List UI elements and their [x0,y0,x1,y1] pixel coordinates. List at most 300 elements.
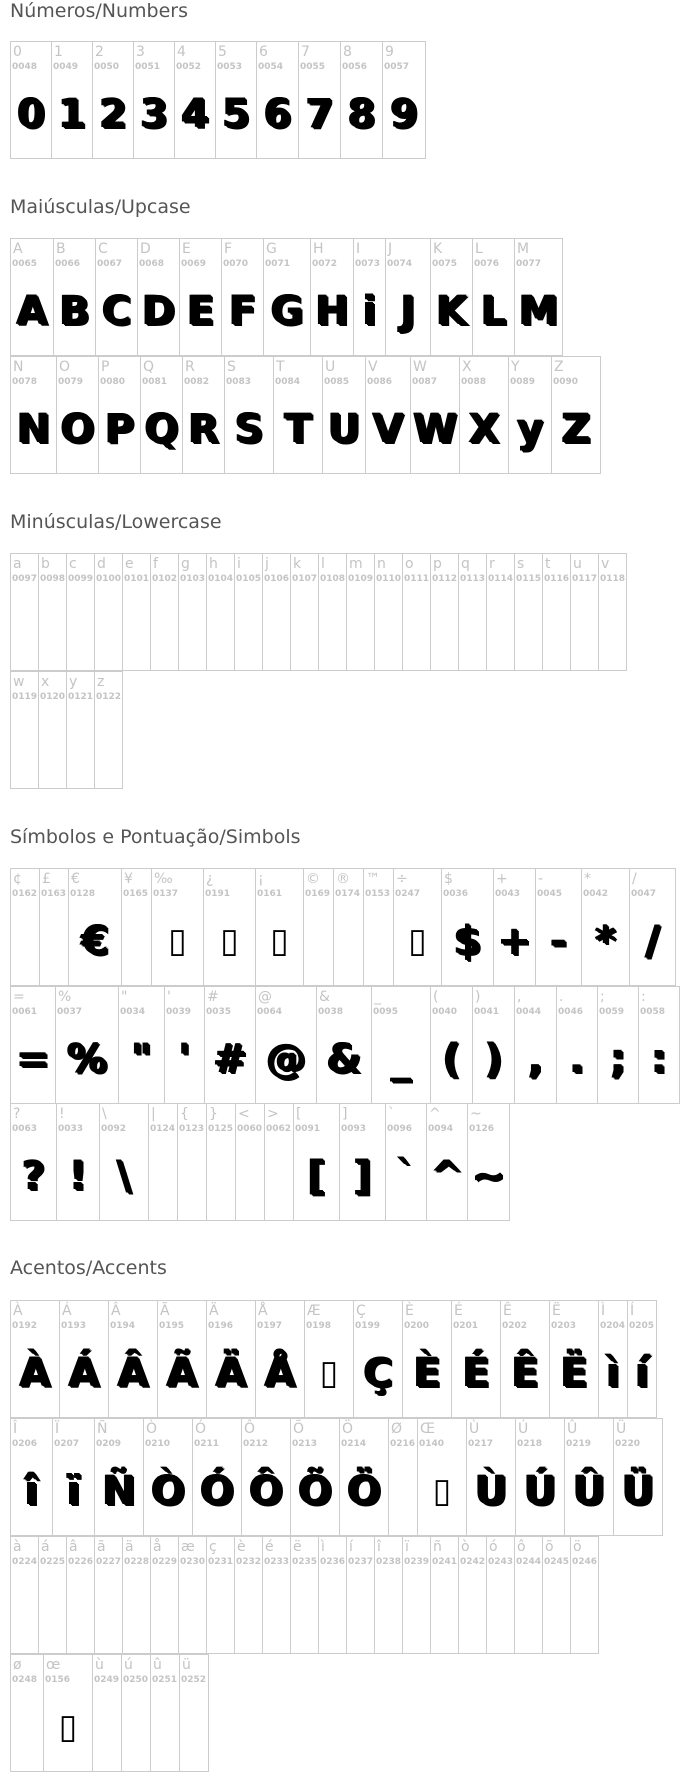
char-label: Ç [356,1303,366,1319]
code-label: 0082 [184,377,210,387]
glyph-preview: È [413,1350,441,1396]
glyph-cell [264,238,311,356]
glyph-cell [299,41,341,159]
glyph-preview: " [131,1036,152,1082]
char-label: \ [102,1106,107,1122]
code-label: 0039 [166,1007,192,1017]
glyph-preview: É [462,1350,490,1396]
code-label: 0231 [208,1557,234,1567]
glyph-cell [354,1300,403,1418]
code-label: 0074 [387,259,413,269]
glyph-cell [207,1103,236,1221]
code-label: 0086 [367,377,393,387]
code-label: 0120 [40,692,66,702]
char-label: Ì [601,1303,606,1319]
glyph-cell [204,868,256,986]
glyph-preview: 2 [99,91,127,137]
code-label: 0197 [257,1321,283,1331]
glyph-preview: ) [484,1036,503,1082]
glyph-preview: J [400,288,416,334]
char-label: 5 [218,44,227,60]
char-label: r [489,556,495,572]
code-label: 0052 [176,62,202,72]
code-label: 0211 [194,1439,220,1449]
glyph-cell [11,41,52,159]
glyph-preview: 1 [58,91,86,137]
glyph-row [10,868,676,986]
char-label: M [517,241,530,257]
glyph-cell [509,356,552,474]
glyph-cell [225,356,274,474]
char-label: Y [511,359,520,375]
glyph-cell [236,1103,265,1221]
code-label: 0047 [631,889,657,899]
glyph-preview [364,911,393,971]
glyph-cell [151,1654,180,1772]
code-label: 0247 [395,889,421,899]
glyph-cell [100,1103,149,1221]
glyph-preview [431,596,458,656]
glyph-preview [179,596,206,656]
code-label: 0195 [159,1321,185,1331]
glyph-preview [347,1579,374,1639]
char-label: 2 [95,44,104,60]
code-label: 0245 [544,1557,570,1567]
char-label: > [267,1106,279,1122]
glyph-cell [468,1103,510,1221]
char-label: d [97,556,106,572]
code-label: 0118 [600,574,626,584]
glyph-preview: V [372,406,404,452]
code-label: 0091 [295,1124,321,1134]
glyph-preview: Ü [621,1468,655,1514]
glyph-cell [552,356,601,474]
char-label: ` [388,1106,395,1122]
glyph-cell [93,41,134,159]
char-label: q [461,556,470,572]
glyph-preview [543,1579,570,1639]
section-title-lowercase: Minúsculas/Lowercase [10,511,222,533]
code-label: 0124 [150,1124,176,1134]
code-label: 0193 [61,1321,87,1331]
code-label: 0088 [461,377,487,387]
char-label: â [69,1539,78,1555]
glyph-cell [599,553,627,671]
glyph-preview: Â [117,1350,149,1396]
glyph-preview: ▯ [319,1353,339,1393]
code-label: 0050 [94,62,120,72]
code-label: 0089 [510,377,536,387]
glyph-preview: L [480,288,507,334]
glyph-cell [67,553,95,671]
code-label: 0109 [348,574,374,584]
char-label: Z [554,359,564,375]
glyph-preview: ^ [430,1153,464,1199]
glyph-cell [257,41,299,159]
glyph-cell [207,1300,256,1418]
code-label: 0105 [236,574,262,584]
char-label: = [13,989,25,1005]
glyph-preview: Õ [297,1468,332,1514]
glyph-cell [122,1654,151,1772]
code-label: 0094 [428,1124,454,1134]
glyph-cell [473,986,515,1104]
code-label: 0140 [419,1439,445,1449]
glyph-preview: Ò [150,1468,185,1514]
glyph-preview [235,1579,262,1639]
code-label: 0101 [124,574,150,584]
char-label: å [153,1539,162,1555]
char-label: { [180,1106,189,1122]
glyph-cell [151,1536,179,1654]
glyph-cell [411,356,460,474]
char-label: 3 [136,44,145,60]
glyph-preview [95,714,122,774]
code-label: 0059 [599,1007,625,1017]
code-label: 0070 [223,259,249,269]
char-label: v [601,556,610,572]
code-label: 0093 [341,1124,367,1134]
glyph-preview: 9 [390,91,418,137]
glyph-preview: ; [610,1036,626,1082]
glyph-preview: ] [353,1153,372,1199]
code-label: 0191 [205,889,231,899]
glyph-preview [122,1697,150,1757]
glyph-row [10,1418,663,1536]
char-label: ã [97,1539,106,1555]
char-label: & [319,989,330,1005]
char-label: Á [62,1303,72,1319]
glyph-cell [256,1300,305,1418]
char-label: R [185,359,195,375]
code-label: 0198 [306,1321,332,1331]
glyph-cell [138,238,180,356]
char-label: / [632,871,637,887]
glyph-preview [207,1146,235,1206]
glyph-cell [52,41,93,159]
glyph-preview: Ñ [102,1468,136,1514]
code-label: 0072 [312,259,338,269]
code-label: 0092 [101,1124,127,1134]
char-label: è [237,1539,246,1555]
char-label: É [454,1303,463,1319]
glyph-cell [571,553,599,671]
code-label: 0217 [468,1439,494,1449]
glyph-cell [11,1103,57,1221]
glyph-preview: . [569,1036,585,1082]
code-label: 0040 [432,1007,458,1017]
char-label: ? [13,1106,21,1122]
glyph-preview: ~ [471,1153,506,1199]
glyph-preview: Ó [199,1468,234,1514]
code-label: 0203 [551,1321,577,1331]
glyph-cell [291,1536,319,1654]
glyph-preview [11,596,38,656]
char-label: î [377,1539,381,1555]
glyph-preview: X [468,406,500,452]
glyph-cell [95,1536,123,1654]
char-label: 9 [385,44,394,60]
char-label: " [121,989,128,1005]
glyph-cell [515,238,563,356]
glyph-cell [39,553,67,671]
glyph-cell [60,1300,109,1418]
glyph-cell [122,868,152,986]
char-label: ö [573,1539,582,1555]
glyph-preview [403,1579,430,1639]
glyph-preview: 3 [140,91,168,137]
code-label: 0042 [583,889,609,899]
glyph-cell [366,356,411,474]
glyph-cell [418,1418,467,1536]
code-label: 0202 [502,1321,528,1331]
glyph-preview: _ [391,1036,411,1082]
glyph-row [10,41,426,159]
glyph-preview: P [104,406,135,452]
glyph-cell [305,1300,354,1418]
code-label: 0226 [68,1557,94,1567]
glyph-cell [403,1300,452,1418]
glyph-cell [123,1536,151,1654]
glyph-cell [494,868,536,986]
code-label: 0220 [615,1439,641,1449]
code-label: 0169 [305,889,331,899]
char-label: y [69,674,78,690]
char-label: ¡ [258,871,264,887]
code-label: 0046 [558,1007,584,1017]
code-label: 0104 [208,574,234,584]
code-label: 0033 [58,1124,84,1134]
glyph-cell [11,356,57,474]
code-label: 0122 [96,692,122,702]
code-label: 0192 [12,1321,38,1331]
code-label: 0238 [376,1557,402,1567]
glyph-cell [205,986,256,1104]
code-label: 0232 [236,1557,262,1567]
code-label: 0123 [179,1124,205,1134]
char-label: . [559,989,564,1005]
char-label: Ø [391,1421,403,1437]
glyph-preview [291,1579,318,1639]
glyph-cell [263,553,291,671]
glyph-preview: @ [266,1036,306,1082]
code-label: 0121 [68,692,94,702]
code-label: 0209 [96,1439,122,1449]
char-label: ç [209,1539,217,1555]
code-label: 0241 [432,1557,458,1567]
char-label: x [41,674,50,690]
char-label: D [140,241,151,257]
char-label: , [517,989,522,1005]
glyph-cell [304,868,334,986]
code-label: 0242 [460,1557,486,1567]
glyph-preview [149,1146,177,1206]
glyph-preview [123,596,150,656]
glyph-cell [571,1536,599,1654]
glyph-cell [452,1300,501,1418]
glyph-preview [180,1697,208,1757]
glyph-preview: Ö [346,1468,381,1514]
code-label: 0126 [469,1124,495,1134]
glyph-preview: S [234,406,264,452]
code-label: 0128 [70,889,96,899]
glyph-cell [565,1418,614,1536]
glyph-cell [501,1300,550,1418]
glyph-cell [151,553,179,671]
glyph-preview: Ê [511,1350,539,1396]
code-label: 0201 [453,1321,479,1331]
char-label: í [349,1539,353,1555]
glyph-cell [628,1300,657,1418]
code-label: 0137 [153,889,179,899]
glyph-cell [207,553,235,671]
glyph-preview [151,596,178,656]
glyph-preview [515,1579,542,1639]
char-label: z [97,674,105,690]
glyph-preview: Å [264,1350,296,1396]
glyph-preview [347,596,374,656]
glyph-cell [57,1103,100,1221]
char-label: © [306,871,320,887]
glyph-preview: ▯ [408,921,427,961]
glyph-preview: € [81,918,109,964]
char-label: s [517,556,525,572]
glyph-cell [460,356,509,474]
char-label: 8 [343,44,352,60]
glyph-preview [151,1579,178,1639]
char-label: w [13,674,25,690]
char-label: b [41,556,50,572]
char-label: m [349,556,363,572]
code-label: 0250 [123,1675,149,1685]
code-label: 0055 [300,62,326,72]
glyph-cell [123,553,151,671]
glyph-cell [427,1103,468,1221]
glyph-preview: R [188,406,219,452]
glyph-cell [53,1418,95,1536]
section-title-symbols: Símbolos e Pontuação/Simbols [10,826,301,848]
glyph-cell [144,1418,193,1536]
code-label: 0243 [488,1557,514,1567]
code-label: 0077 [516,259,542,269]
glyph-cell [96,238,138,356]
glyph-preview: y [516,406,544,452]
char-label: G [266,241,277,257]
glyph-cell [543,553,571,671]
glyph-cell [473,238,515,356]
code-label: 0115 [516,574,542,584]
char-label: õ [545,1539,554,1555]
code-label: 0056 [342,62,368,72]
code-label: 0036 [443,889,469,899]
glyph-cell [442,868,494,986]
char-label: h [209,556,218,572]
code-label: 0106 [264,574,290,584]
glyph-cell [57,356,99,474]
glyph-preview [291,596,318,656]
code-label: 0110 [376,574,402,584]
glyph-cell [11,238,54,356]
glyph-cell [394,868,442,986]
glyph-preview [571,596,598,656]
glyph-cell [11,868,40,986]
code-label: 0098 [40,574,66,584]
glyph-cell [222,238,264,356]
glyph-preview: Ë [560,1350,588,1396]
char-label: a [13,556,22,572]
section-title-upcase: Maiúsculas/Upcase [10,196,191,218]
glyph-preview [236,1146,264,1206]
char-label: Ô [244,1421,256,1437]
code-label: 0103 [180,574,206,584]
glyph-cell [341,41,383,159]
glyph-cell [216,41,257,159]
glyph-cell [311,238,354,356]
char-label: @ [258,989,272,1005]
code-label: 0227 [96,1557,122,1567]
glyph-cell [536,868,582,986]
glyph-preview [319,596,346,656]
glyph-row [10,356,601,474]
glyph-row [10,1103,510,1221]
code-label: 0038 [318,1007,344,1017]
glyph-cell [431,553,459,671]
glyph-preview: E [186,288,215,334]
glyph-cell [582,868,630,986]
char-label: 6 [259,44,268,60]
code-label: 0075 [432,259,458,269]
glyph-preview: Ú [523,1468,557,1514]
char-label: ™ [366,871,380,887]
char-label: c [69,556,77,572]
glyph-preview: $ [453,918,482,964]
code-label: 0044 [516,1007,542,1017]
char-label: ] [342,1106,348,1122]
glyph-preview: ▯ [270,921,289,961]
glyph-cell [109,1300,158,1418]
glyph-cell [95,671,123,789]
char-label: O [59,359,71,375]
code-label: 0251 [152,1675,178,1685]
glyph-cell [242,1418,291,1536]
glyph-cell [487,1536,515,1654]
glyph-cell [263,1536,291,1654]
code-label: 0080 [100,377,126,387]
code-label: 0163 [41,889,67,899]
code-label: 0153 [365,889,391,899]
char-label: ä [125,1539,134,1555]
char-label: ø [13,1657,22,1673]
glyph-preview: ` [396,1153,416,1199]
glyph-cell [11,1536,39,1654]
glyph-cell [294,1103,340,1221]
glyph-cell [235,1536,263,1654]
code-label: 0236 [320,1557,346,1567]
glyph-cell [319,1536,347,1654]
glyph-preview [487,596,514,656]
glyph-cell [347,553,375,671]
glyph-preview: O [60,406,95,452]
char-label: à [13,1539,22,1555]
char-label: ® [336,871,350,887]
char-label: i [237,556,241,572]
char-label: T [276,359,285,375]
code-label: 0058 [640,1007,666,1017]
glyph-preview: Ç [363,1350,393,1396]
glyph-preview [67,596,94,656]
glyph-preview [67,1579,94,1639]
char-label: n [377,556,386,572]
